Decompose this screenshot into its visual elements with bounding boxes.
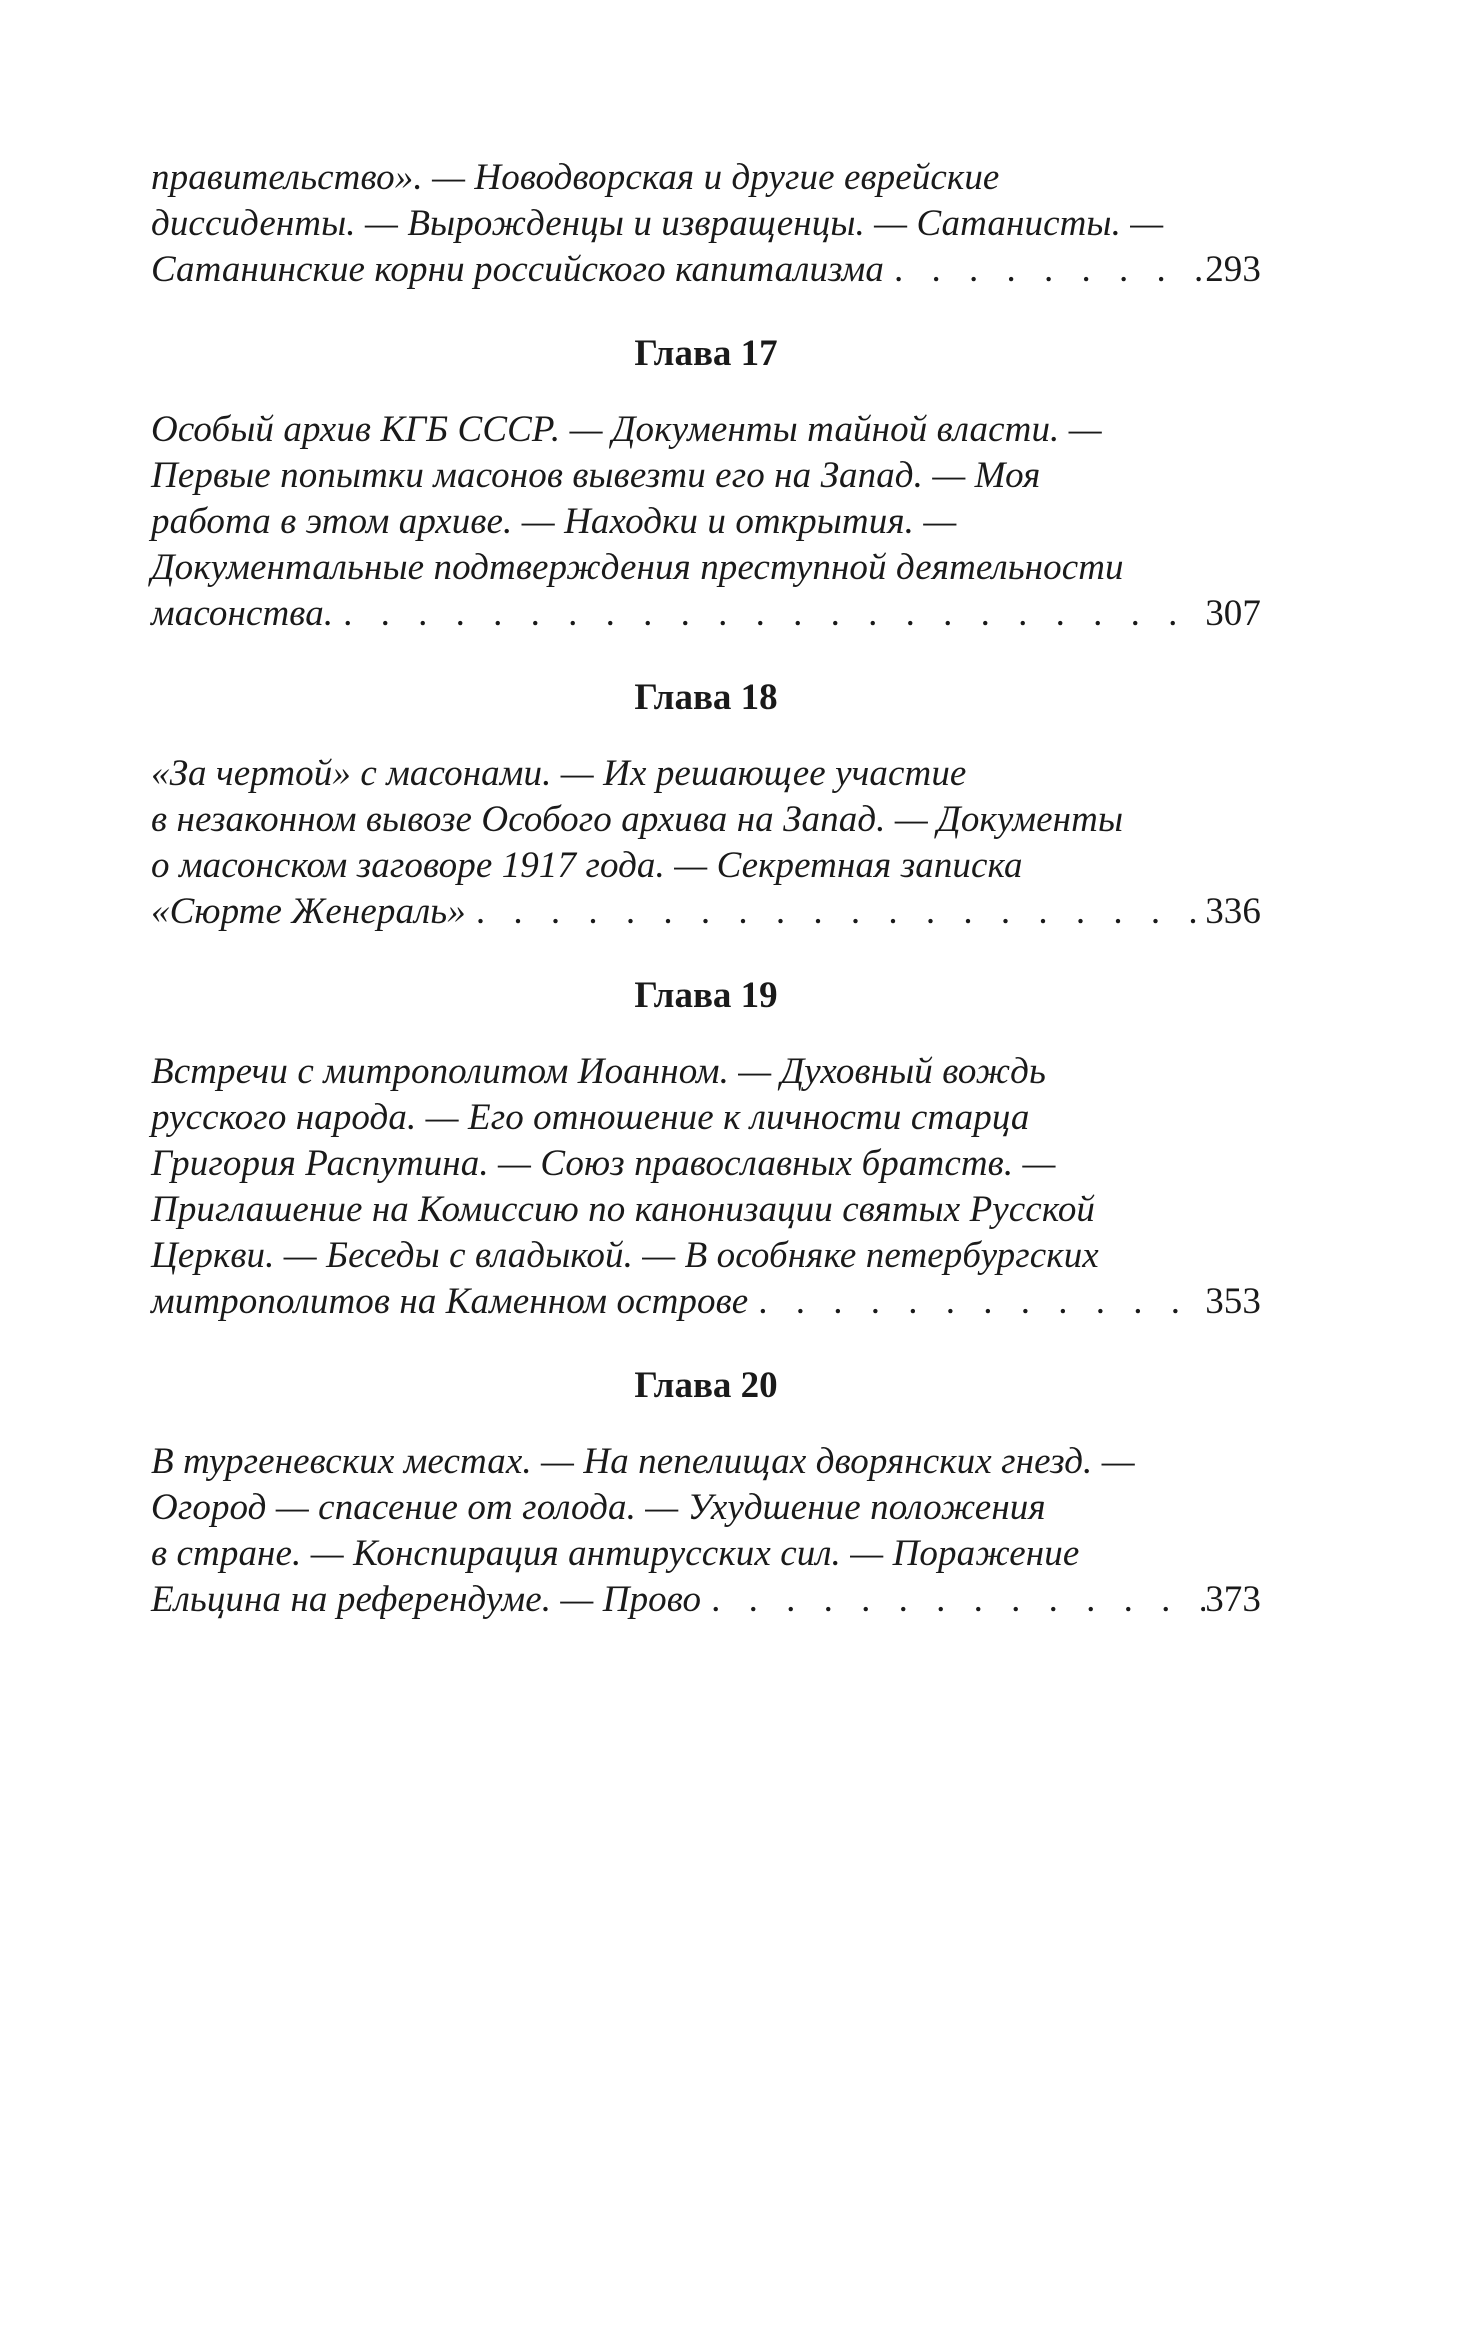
toc-entry-continuation bbox=[151, 155, 1261, 293]
entry-last-line bbox=[151, 1279, 1261, 1325]
entry-text-line: митрополитов на Каменном острове bbox=[151, 1281, 749, 1322]
dot-leader bbox=[466, 889, 1205, 935]
page-number: 336 bbox=[1205, 891, 1261, 932]
page-number: 353 bbox=[1205, 1281, 1261, 1322]
chapter-heading: Глава 17 bbox=[634, 333, 778, 374]
toc-entry-chapter-17 bbox=[151, 407, 1261, 637]
entry-last-line bbox=[151, 889, 1261, 935]
entry-last-line bbox=[151, 591, 1261, 637]
entry-text-line: в незаконном вывозе Особого архива на Запад. — Документы bbox=[151, 799, 1124, 840]
chapter-heading: Глава 18 bbox=[634, 677, 778, 718]
entry-text-line: Ельцина на референдуме. — Прово bbox=[151, 1579, 702, 1620]
entry-last-line bbox=[151, 247, 1261, 293]
chapter-heading: Глава 20 bbox=[634, 1365, 778, 1406]
entry-text-line: русского народа. — Его отношение к личности старца bbox=[151, 1097, 1030, 1138]
dot-leader bbox=[701, 1577, 1205, 1623]
dot-leader bbox=[748, 1279, 1205, 1325]
toc-entry-chapter-18 bbox=[151, 751, 1261, 935]
page-number: 307 bbox=[1205, 593, 1261, 634]
dot-leader bbox=[884, 247, 1205, 293]
entry-text-line: в стране. — Конспирация антирусских сил. — Поражение bbox=[151, 1533, 1080, 1574]
entry-text-line: работа в этом архиве. — Находки и открытия. — bbox=[151, 501, 957, 542]
chapter-heading: Глава 19 bbox=[634, 975, 778, 1016]
entry-text-line: Приглашение на Комиссию по канонизации святых Русской bbox=[151, 1189, 1096, 1230]
entry-text-line: масонства. bbox=[151, 593, 334, 634]
entry-text-line: «Сюрте Женераль» bbox=[151, 891, 466, 932]
toc-entry-chapter-20 bbox=[151, 1439, 1261, 1623]
entry-text-line: «За чертой» с масонами. — Их решающее участие bbox=[151, 753, 967, 794]
entry-text-line: Первые попытки масонов вывезти его на Запад. — Моя bbox=[151, 455, 1041, 496]
page-number: 293 bbox=[1205, 249, 1261, 290]
entry-text-line: о масонском заговоре 1917 года. — Секретная записка bbox=[151, 845, 1023, 886]
entry-text-line: Документальные подтверждения преступной деятельности bbox=[151, 547, 1124, 588]
table-of-contents bbox=[151, 155, 1261, 1623]
entry-text-line: Огород — спасение от голода. — Ухудшение положения bbox=[151, 1487, 1046, 1528]
entry-text-line: диссиденты. — Вырожденцы и извращенцы. — Сатанисты. — bbox=[151, 203, 1164, 244]
entry-text-line: Григория Распутина. — Союз православных братств. — bbox=[151, 1143, 1056, 1184]
dot-leader bbox=[333, 591, 1205, 637]
entry-text-line: Сатанинские корни российского капитализма bbox=[151, 249, 884, 290]
entry-text-line: Встречи с митрополитом Иоанном. — Духовный вождь bbox=[151, 1051, 1046, 1092]
toc-entry-chapter-19 bbox=[151, 1049, 1261, 1325]
entry-text-line: правительство». — Новодворская и другие еврейские bbox=[151, 157, 1000, 198]
entry-text-line: В тургеневских местах. — На пепелищах дворянских гнезд. — bbox=[151, 1441, 1135, 1482]
entry-text-line: Церкви. — Беседы с владыкой. — В особняке петербургских bbox=[151, 1235, 1099, 1276]
entry-text-line: Особый архив КГБ СССР. — Документы тайной власти. — bbox=[151, 409, 1102, 450]
page-number: 373 bbox=[1205, 1579, 1261, 1620]
entry-last-line bbox=[151, 1577, 1261, 1623]
